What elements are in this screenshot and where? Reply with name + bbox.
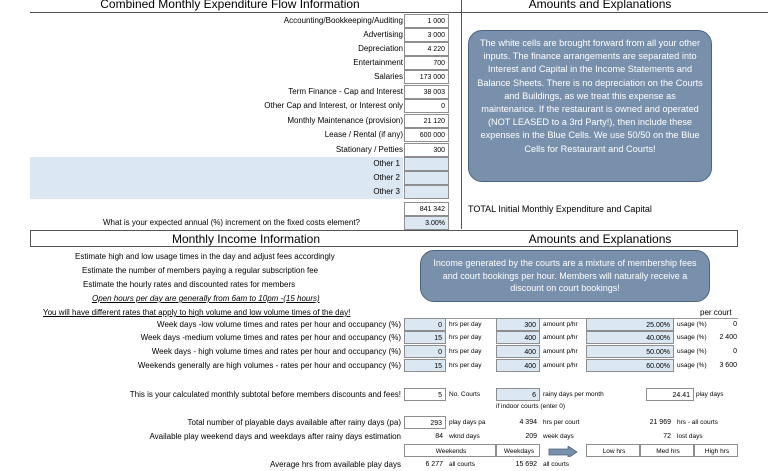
per-court-header: per court (700, 308, 732, 317)
label-stationary: Stationary / Petties (335, 145, 403, 154)
rate-row-hrs-unit: hrs per day (449, 348, 482, 355)
rate-row-label: Weekends generally are high volumes - rates per hour and occupancy (%) (137, 361, 401, 370)
value-accounting[interactable]: 1 000 (404, 14, 449, 28)
increment-input[interactable]: 3.00% (404, 216, 449, 230)
courts-unit: No. Courts (449, 391, 481, 398)
play-days-value: 24.41 (646, 388, 694, 401)
week-days-value: 209 (525, 433, 537, 440)
label-salaries: Salaries (374, 72, 403, 81)
weekend-days-value: 84 (435, 433, 443, 440)
rate-row-amount[interactable]: 400 (496, 331, 540, 344)
rate-row-occupancy[interactable]: 40.00% (586, 331, 674, 344)
different-rates-note: You will have different rates that apply to high volume and low volume times of the day! (43, 308, 351, 317)
indoor-note: if indoor courts (enter 0) (496, 403, 566, 410)
value-entertainment[interactable]: 700 (404, 56, 449, 70)
lost-days-unit: lost days (677, 433, 703, 440)
label-term-finance: Term Finance - Cap and Interest (288, 87, 403, 96)
label-other-2: Other 2 (30, 171, 403, 185)
play-days-unit: play days (696, 391, 724, 398)
rainy-days-input[interactable]: 6 (496, 388, 540, 401)
week-days-unit: week days (543, 433, 574, 440)
income-title: Monthly Income Information (171, 232, 321, 246)
value-maintenance[interactable]: 21 120 (404, 114, 449, 128)
rate-row-occupancy[interactable]: 25.00% (586, 318, 674, 331)
available-label: Available play weekend days and weekdays after rainy days estimation (149, 432, 401, 441)
rate-row-occupancy-unit: usage (%) (677, 334, 707, 341)
total-label: TOTAL Initial Monthly Expenditure and Capital (468, 204, 652, 214)
hrs-per-court-value: 4 394 (519, 419, 537, 426)
income-explanation: Income generated by the courts are a mixture of membership fees and court bookings per hour. Members will naturally receive a discount on court bookings! (420, 250, 710, 302)
intro-line-3: Estimate the hourly rates and discounted rates for members (83, 280, 296, 289)
rate-row-amount[interactable]: 300 (496, 318, 540, 331)
rate-row-occupancy-unit: usage (%) (677, 348, 707, 355)
rate-row-hrs[interactable]: 15 (404, 359, 446, 372)
label-advertising: Advertising (363, 30, 403, 39)
average-weekday-unit: all courts (543, 461, 570, 468)
average-weekend-unit: all courts (449, 461, 476, 468)
average-weekday-value: 15 692 (515, 461, 537, 468)
label-other-1: Other 1 (30, 157, 403, 171)
open-hours-note: Open hours per day are generally from 6am to 10pm -(15 hours) (92, 294, 320, 303)
income-amounts-title: Amounts and Explanations (528, 232, 672, 246)
rate-row-hrs[interactable]: 0 (404, 318, 446, 331)
rate-row-label: Week days -low volume times and rates per hour and occupancy (%) (157, 320, 401, 329)
expenditure-title: Combined Monthly Expenditure Flow Information (100, 0, 360, 11)
rate-row-amount-unit: amount p/hr (543, 334, 578, 341)
playable-unit: play days pa (449, 419, 486, 426)
label-lease: Lease / Rental (if any) (324, 130, 403, 139)
rate-row-occupancy[interactable]: 50.00% (586, 345, 674, 358)
rate-row-hrs[interactable]: 0 (404, 345, 446, 358)
amounts-title: Amounts and Explanations (528, 0, 672, 11)
rate-row-amount-unit: amount p/hr (543, 348, 578, 355)
rate-row-amount[interactable]: 400 (496, 345, 540, 358)
value-depreciation[interactable]: 4 220 (404, 42, 449, 56)
subtotal-label: This is your calculated monthly subtotal before members discounts and fees! (129, 390, 401, 399)
value-salaries[interactable]: 173 000 (404, 70, 449, 84)
weekend-days-unit: wknd days (449, 433, 480, 440)
header-weekends: Weekends (404, 444, 496, 457)
label-maintenance: Monthly Maintenance (provision) (287, 116, 403, 125)
lost-days-value: 72 (663, 433, 671, 440)
rate-row-label: Week days -medium volume times and rates per hour and occupancy (%) (140, 333, 401, 342)
increment-question: What is your expected annual (%) increment on the fixed costs element? (102, 218, 360, 227)
total-value: 841 342 (404, 202, 449, 216)
value-stationary[interactable]: 300 (404, 143, 449, 157)
value-other-1[interactable] (404, 157, 449, 171)
value-other-3[interactable] (404, 185, 449, 199)
rate-row-hrs-unit: hrs per day (449, 362, 482, 369)
rate-row-hrs-unit: hrs per day (449, 321, 482, 328)
header-weekdays: Weekdays (496, 444, 540, 457)
value-other-2[interactable] (404, 171, 449, 185)
hrs-per-court-unit: hrs per court (543, 419, 580, 426)
rate-row-hrs[interactable]: 15 (404, 331, 446, 344)
rate-row-label: Week days - high volume times and rates per hour and occupancy (%) (151, 347, 401, 356)
rate-row-amount-unit: amount p/hr (543, 321, 578, 328)
average-weekend-value: 6 277 (425, 461, 443, 468)
header-low-hrs: Low hrs (586, 444, 640, 457)
rate-row-occupancy[interactable]: 60.00% (586, 359, 674, 372)
value-lease[interactable]: 600 000 (404, 128, 449, 142)
value-term-finance[interactable]: 38 003 (404, 85, 449, 99)
label-accounting: Accounting/Bookkeeping/Auditing (283, 16, 403, 25)
rate-row-per-court: 0 (733, 348, 737, 355)
label-depreciation: Depreciation (358, 44, 403, 53)
playable-value: 293 (404, 416, 446, 429)
courts-input[interactable]: 5 (404, 388, 446, 401)
header-med-hrs: Med hrs (640, 444, 694, 457)
average-label: Average hrs from available play days (269, 460, 401, 469)
label-other-cap: Other Cap and Interest, or Interest only (264, 101, 403, 110)
rate-row-per-court: 2 400 (719, 334, 737, 341)
rainy-days-unit: rainy days per month (543, 391, 604, 398)
hrs-all-courts-unit: hrs - all courts (677, 419, 718, 426)
label-other-3: Other 3 (30, 185, 403, 199)
rate-row-occupancy-unit: usage (%) (677, 321, 707, 328)
value-advertising[interactable]: 3 000 (404, 28, 449, 42)
label-entertainment: Entertainment (353, 58, 403, 67)
rate-row-amount-unit: amount p/hr (543, 362, 578, 369)
rate-row-per-court: 0 (733, 321, 737, 328)
playable-label: Total number of playable days available after rainy days (pa) (187, 418, 401, 427)
hrs-all-courts-value: 21 969 (649, 419, 671, 426)
intro-line-2: Estimate the number of members paying a regular subscription fee (82, 266, 319, 275)
arrow-right-icon (548, 445, 578, 457)
rate-row-hrs-unit: hrs per day (449, 334, 482, 341)
rate-row-amount[interactable]: 400 (496, 359, 540, 372)
intro-line-1: Estimate high and low usage times in the day and adjust fees accordingly (75, 252, 335, 261)
rate-row-per-court: 3 600 (719, 362, 737, 369)
rate-row-occupancy-unit: usage (%) (677, 362, 707, 369)
expenditure-explanation: The white cells are brought forward from all your other inputs. The finance arrangements are separated into Interest and Capital in the Income Statements and Balance Sheets. There is no depreciation on the Courts and Buildings, as we treat this expense as maintenance. If the restaurant is owned and operated (NOT LEASED to a 3rd Party!), then include these expenses in the Blue Cells. We use 50/50 on the Blue Cells for Restaurant and Courts! (468, 30, 712, 182)
value-other-cap[interactable]: 0 (404, 99, 449, 113)
header-high-hrs: High hrs (694, 444, 738, 457)
